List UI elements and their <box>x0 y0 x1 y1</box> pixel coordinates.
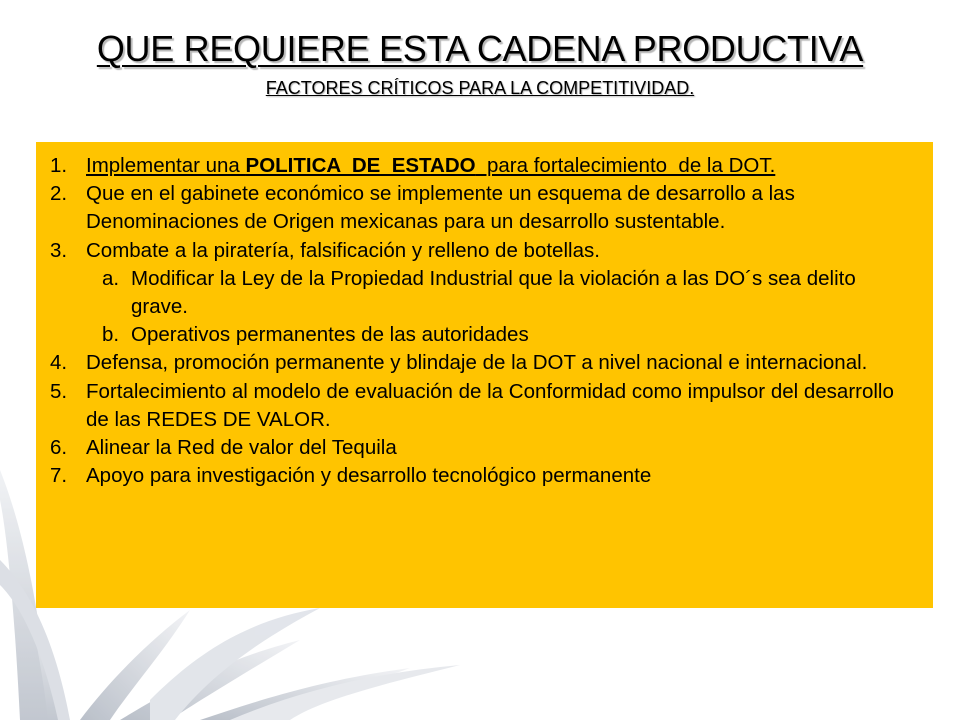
slide-title: QUE REQUIERE ESTA CADENA PRODUCTIVA <box>96 28 864 69</box>
item-number: 4. <box>50 351 68 375</box>
list-item <box>50 462 915 490</box>
item-text: Combate a la piratería, falsificación y relleno de botellas. <box>86 238 600 262</box>
item-number: 7. <box>50 464 68 488</box>
list-item <box>50 152 915 180</box>
item-number: 6. <box>50 436 68 460</box>
item-number: 1. <box>50 154 68 177</box>
item-number: 5. <box>50 379 68 403</box>
sub-list-item <box>102 265 915 321</box>
slide-subtitle: FACTORES CRÍTICOS PARA LA COMPETITIVIDAD. <box>265 78 695 98</box>
sub-list-item <box>102 321 915 349</box>
list-item <box>50 434 915 462</box>
subitem-letter: b. <box>102 323 120 347</box>
subitem-text: Modificar la Ley de la Propiedad Industrial que la violación a las DO´s sea delito grave. <box>131 266 856 319</box>
item-number: 3. <box>50 238 68 262</box>
item-text <box>86 152 915 180</box>
item-text: Fortalecimiento al modelo de evaluación de la Conformidad como impulsor del desarrollo de las REDES DE VALOR. <box>86 379 894 431</box>
item-text-after: para fortalecimiento de la DOT. <box>475 154 776 177</box>
item-text-bold: POLITICA DE ESTADO <box>245 154 476 177</box>
subitem-letter: a. <box>102 266 120 290</box>
list-item <box>50 349 915 377</box>
list-item <box>50 237 915 265</box>
item-text: Apoyo para investigación y desarrollo tecnológico permanente <box>86 464 652 488</box>
critical-factors-box <box>36 142 933 608</box>
item-number: 2. <box>50 182 68 206</box>
item-text: Alinear la Red de valor del Tequila <box>86 436 397 460</box>
list-item <box>50 378 915 434</box>
item-text: Que en el gabinete económico se implemente un esquema de desarrollo a las Denominaciones de Origen mexicanas para un desarrollo sustentable. <box>86 182 795 234</box>
item-text-before: Implementar una <box>86 154 246 177</box>
subitem-text: Operativos permanentes de las autoridades <box>131 323 529 347</box>
list-item <box>50 180 915 236</box>
item-text: Defensa, promoción permanente y blindaje de la DOT a nivel nacional e internacional. <box>86 351 868 375</box>
